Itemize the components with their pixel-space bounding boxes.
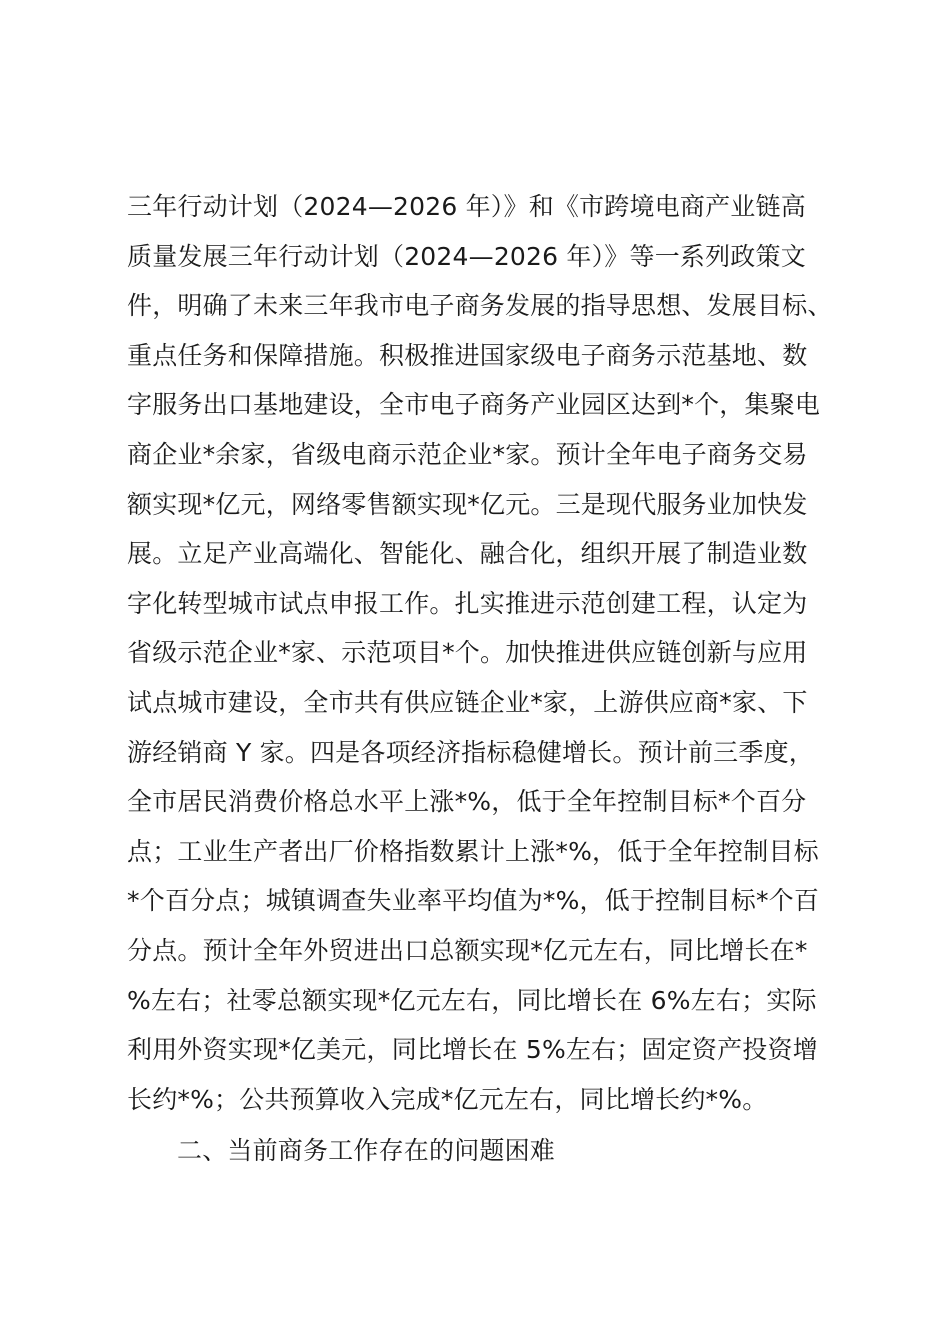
text-line: 试点城市建设，全市共有供应链企业*家，上游供应商*家、下 xyxy=(127,687,808,717)
text-line: 重点任务和保障措施。积极推进国家级电子商务示范基地、数 xyxy=(127,340,808,370)
text-line: 额实现*亿元，网络零售额实现*亿元。三是现代服务业加快发 xyxy=(127,489,808,519)
text-line: 点；工业生产者出厂价格指数累计上涨*%，低于全年控制目标 xyxy=(127,836,819,866)
text-line: 展。立足产业高端化、智能化、融合化，组织开展了制造业数 xyxy=(127,539,808,569)
text-line: 全市居民消费价格总水平上涨*%，低于全年控制目标*个百分 xyxy=(127,787,807,817)
text-line: *个百分点；城镇调查失业率平均值为*%，低于控制目标*个百 xyxy=(127,886,820,916)
text-line: 三年行动计划（2024—2026 年）》和《市跨境电商产业链高 xyxy=(127,192,806,221)
text-line: %左右；社零总额实现*亿元左右，同比增长在 6%左右；实际 xyxy=(127,985,817,1015)
text-line: 件，明确了未来三年我市电子商务发展的指导思想、发展目标、 xyxy=(127,291,833,321)
document-body xyxy=(127,182,847,1124)
text-line: 字化转型城市试点申报工作。扎实推进示范创建工程，认定为 xyxy=(127,588,808,618)
text-line: 游经销商 Y 家。四是各项经济指标稳健增长。预计前三季度， xyxy=(127,737,814,767)
text-line: 利用外资实现*亿美元，同比增长在 5%左右；固定资产投资增 xyxy=(127,1035,818,1065)
text-line: 商企业*余家，省级电商示范企业*家。预计全年电子商务交易 xyxy=(127,439,808,469)
text-line: 字服务出口基地建设，全市电子商务产业园区达到*个，集聚电 xyxy=(127,390,821,420)
text-line: 分点。预计全年外贸进出口总额实现*亿元左右，同比增长在* xyxy=(127,935,808,965)
text-line: 长约*%；公共预算收入完成*亿元左右，同比增长约*%。 xyxy=(127,1084,768,1114)
text-line: 省级示范企业*家、示范项目*个。加快推进供应链创新与应用 xyxy=(127,638,808,668)
section-heading: 二、当前商务工作存在的问题困难 xyxy=(177,1136,556,1165)
text-line: 质量发展三年行动计划（2024—2026 年）》等一系列政策文 xyxy=(127,241,806,271)
